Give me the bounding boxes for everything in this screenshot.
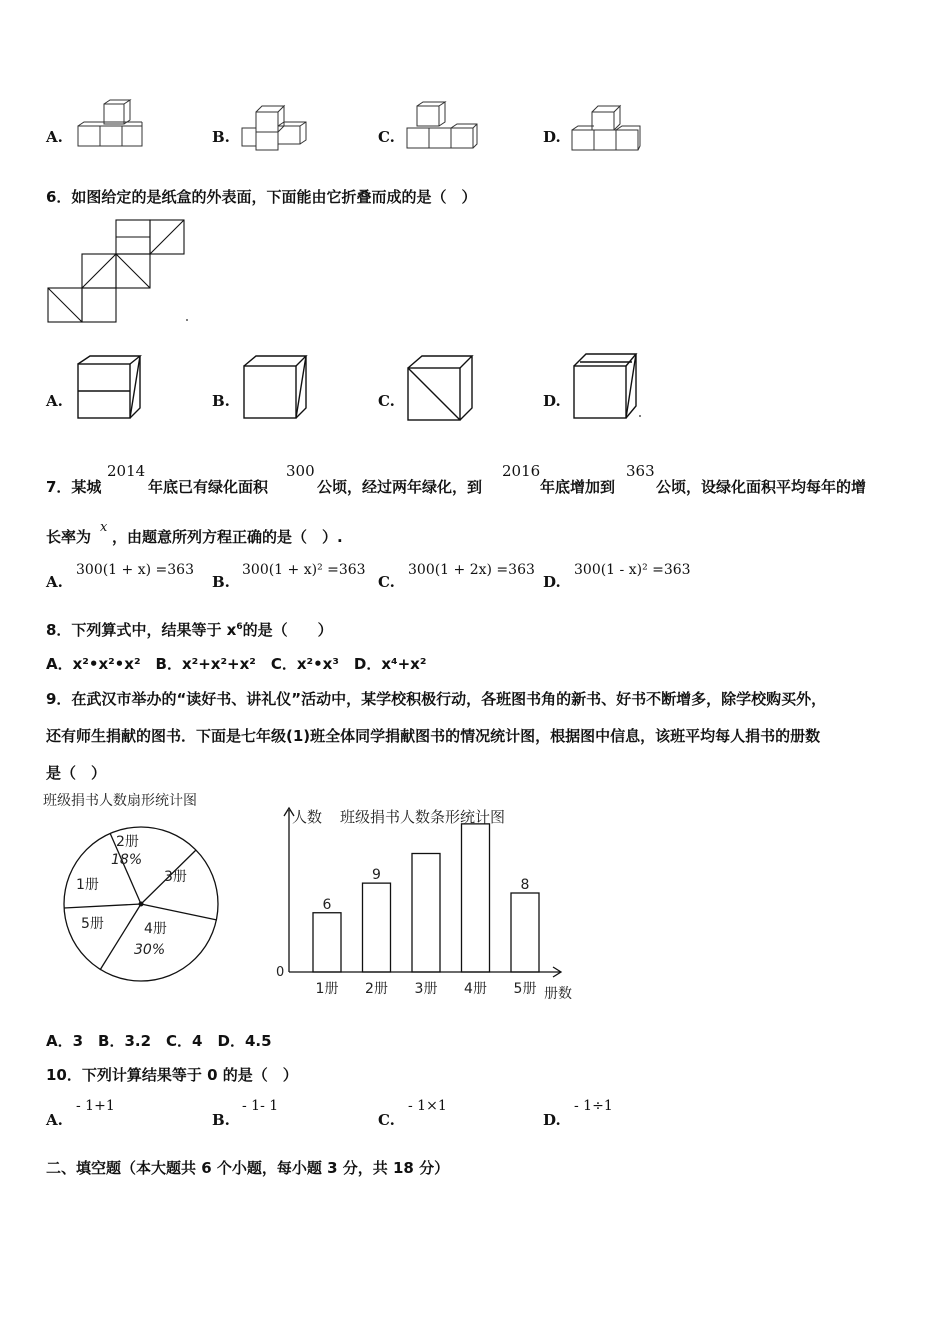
q10-option-b-expr: - 1- 1 (242, 1098, 279, 1114)
bar-value-label-2: 9 (372, 867, 381, 884)
pie-center (139, 902, 144, 907)
q8-stem-text: 8．下列算式中，结果等于 x (46, 621, 237, 639)
bar-category-label-4: 4册 (464, 981, 487, 997)
q10-option-d-expr: - 1÷1 (574, 1098, 613, 1114)
q6-cube-a (76, 354, 144, 422)
q10-option-a-expr: - 1+1 (76, 1098, 115, 1114)
q7-option-d-expr: 300(1 - x)² =363 (574, 562, 691, 578)
q7-area-363: 363 (626, 462, 655, 480)
q7-option-a-label[interactable]: A. (46, 573, 63, 591)
q6-cube-b (242, 354, 310, 422)
q9-stem-line1: 9．在武汉市举办的“读好书、讲礼仪”活动中，某学校积极行动，各班图书角的新书、好书不断增多，除学校购买外， (46, 690, 827, 708)
bar-2 (363, 883, 391, 972)
bar-chart-origin: 0 (276, 965, 285, 980)
q9-stem-line3: 是（ ） (46, 764, 107, 782)
q6-option-b-label[interactable]: B. (212, 392, 230, 410)
q7-text: 长率为 (46, 528, 92, 546)
q7-text: 年底增加到 (540, 478, 616, 496)
q8-stem (46, 619, 333, 640)
q7-variable-x: x (100, 520, 108, 535)
q7-option-c-expr: 300(1 + 2x) =363 (408, 562, 535, 578)
pie-slice-boundary (141, 904, 217, 920)
bar-category-label-1: 1册 (315, 981, 339, 997)
q6-cube-d (572, 352, 642, 422)
q5-option-d-label[interactable]: D. (543, 128, 561, 146)
pie-label-4: 4册 (144, 921, 167, 937)
q10-option-c-expr: - 1×1 (408, 1098, 447, 1114)
q7-year-2016: 2016 (502, 462, 541, 480)
q7-text: 7．某城 (46, 478, 102, 496)
pie-chart (40, 788, 240, 988)
q7-area-300: 300 (286, 462, 315, 480)
bar-value-label-1: 6 (322, 896, 332, 913)
q7-option-b-expr: 300(1 + x)² =363 (242, 562, 366, 578)
q10-option-c-label[interactable]: C. (378, 1111, 395, 1129)
pie-slice-boundary (64, 904, 141, 908)
q7-option-a-expr: 300(1 + x) =363 (76, 562, 194, 578)
bar-category-label-2: 2册 (365, 981, 388, 997)
q7-text: 年底已有绿化面积 (148, 478, 269, 496)
q5-option-a-label[interactable]: A. (46, 128, 63, 146)
q7-option-c-label[interactable]: C. (378, 573, 395, 591)
q8-exponent: 6 (236, 622, 243, 632)
q6-option-a-label[interactable]: A. (46, 392, 63, 410)
q5-option-c-label[interactable]: C. (378, 128, 395, 146)
bar-chart-ylabel: 人数 (292, 808, 323, 826)
section-2-title: 二、填空题（本大题共 6 个小题，每小题 3 分，共 18 分） (46, 1159, 450, 1177)
bar-chart (270, 800, 590, 1004)
q10-option-a-label[interactable]: A. (46, 1111, 63, 1129)
pie-label-1: 1册 (76, 877, 99, 893)
pie-percent-2: 18% (111, 852, 143, 868)
bar-5 (511, 893, 539, 972)
q6-net-figure (44, 216, 194, 328)
bar-4 (462, 824, 490, 972)
q8-options: A．x²•x²•x² B．x²+x²+x² C．x²•x³ D．x⁴+x² (46, 655, 427, 673)
q8-stem-text: 的是（ ） (242, 621, 333, 639)
pie-label-2: 2册 (116, 834, 139, 850)
q10-option-d-label[interactable]: D. (543, 1111, 561, 1129)
pie-percent-4: 30% (134, 942, 166, 958)
q7-text: ，由题意所列方程正确的是（ ）. (112, 528, 343, 546)
q5-option-b-label[interactable]: B. (212, 128, 230, 146)
q5-figure-a (76, 100, 146, 152)
q5-figure-d (570, 104, 644, 152)
pie-slice-boundary (100, 904, 141, 970)
q7-option-b-label[interactable]: B. (212, 573, 230, 591)
bar-value-label-5: 8 (520, 877, 530, 893)
q6-stem: 6．如图给定的是纸盒的外表面，下面能由它折叠而成的是（ ） (46, 188, 477, 206)
bar-category-label-3: 3册 (414, 981, 438, 997)
pie-label-3: 3册 (164, 869, 187, 885)
q7-text: 公顷，设绿化面积平均每年的增 (656, 478, 867, 496)
bar-1 (313, 913, 341, 972)
q7-option-d-label[interactable]: D. (543, 573, 561, 591)
q6-cube-c (406, 354, 474, 422)
q7-text: 公顷，经过两年绿化，到 (317, 478, 483, 496)
bar-chart-xlabel: 册数 (544, 986, 572, 1002)
q9-stem-line2: 还有师生捐献的图书．下面是七年级(1)班全体同学捐献图书的情况统计图，根据图中信息，该班平均每人捐书的册数 (46, 727, 821, 745)
q10-option-b-label[interactable]: B. (212, 1111, 230, 1129)
bar-category-label-5: 5册 (513, 981, 537, 997)
q10-stem: 10．下列计算结果等于 0 的是（ ） (46, 1066, 298, 1084)
pie-label-5: 5册 (81, 916, 104, 932)
pie-chart-title: 班级捐书人数扇形统计图 (43, 793, 197, 809)
q9-options: A．3 B．3.2 C．4 D．4.5 (46, 1032, 272, 1050)
q5-figure-b (240, 104, 312, 152)
bar-3 (412, 854, 440, 973)
q7-year-2014: 2014 (107, 462, 146, 480)
bar-chart-title: 班级捐书人数条形统计图 (340, 808, 506, 826)
q5-figure-c (405, 100, 479, 152)
q6-option-c-label[interactable]: C. (378, 392, 395, 410)
q6-option-d-label[interactable]: D. (543, 392, 561, 410)
